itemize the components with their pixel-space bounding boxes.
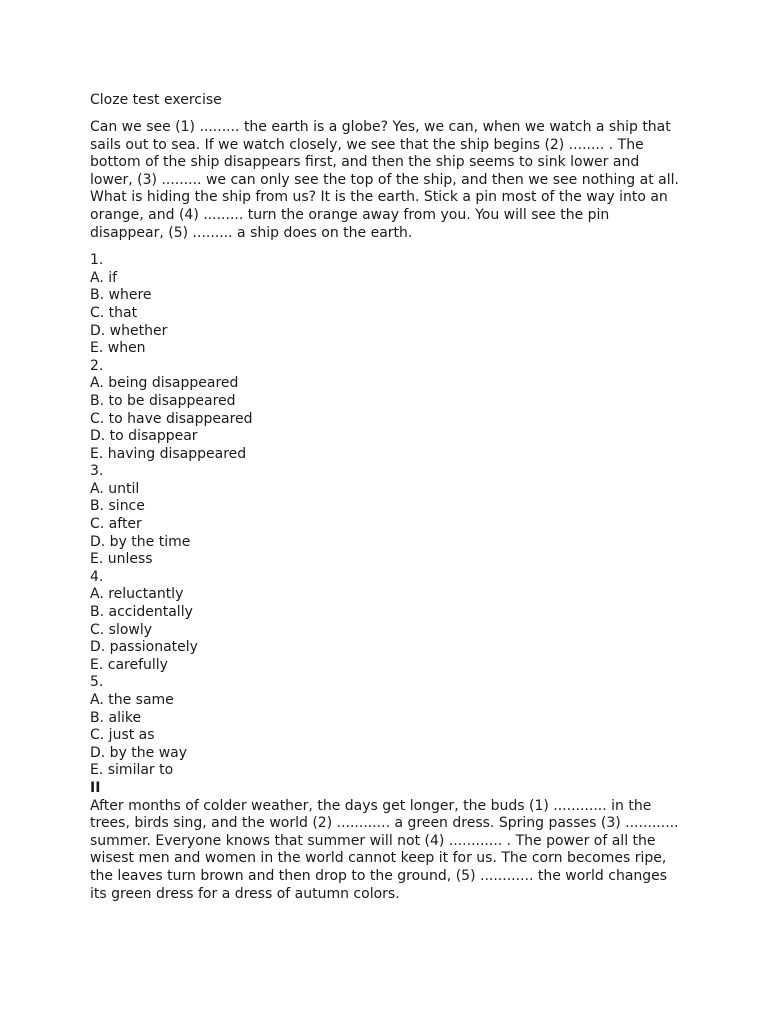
- question-5-number: 5.: [90, 674, 104, 691]
- question-5-option-d: D. by the way: [90, 744, 188, 761]
- question-5-option-a: A. the same: [90, 692, 174, 708]
- question-5-option-b: B. alike: [90, 709, 142, 726]
- question-3-option-e: E. unless: [90, 551, 153, 568]
- question-3-option-a: A. until: [90, 480, 140, 497]
- question-2-number: 2.: [90, 357, 104, 374]
- question-2-option-a: A. being disappeared: [90, 375, 239, 392]
- question-2-option-c: C. to have disappeared: [90, 410, 253, 427]
- question-4-option-e: E. carefully: [90, 656, 168, 673]
- question-2-option-d: D. to disappear: [90, 428, 198, 445]
- question-4-option-c: C. slowly: [90, 621, 153, 638]
- question-3-option-d: D. by the time: [90, 533, 191, 550]
- question-5-option-e: E. similar to: [90, 762, 174, 779]
- question-2-option-b: B. to be disappeared: [90, 392, 236, 409]
- question-1-option-c: C. that: [90, 304, 138, 321]
- question-5-option-c: C. just as: [90, 727, 155, 744]
- question-1-option-b: B. where: [90, 287, 152, 304]
- document-title: Cloze test exercise: [90, 92, 222, 108]
- document-page: [90, 91, 690, 903]
- question-1-option-a: A. if: [90, 269, 118, 286]
- question-1-option-e: E. when: [90, 340, 146, 357]
- question-3-number: 3.: [90, 463, 104, 480]
- question-2-option-e: E. having disappeared: [90, 445, 247, 462]
- question-4-option-d: D. passionately: [90, 639, 198, 656]
- question-4-number: 4.: [90, 568, 104, 585]
- question-3-option-c: C. after: [90, 516, 142, 533]
- passage-1: Can we see (1) ......... the earth is a globe? Yes, we can, when we watch a ship that sails out to sea. If we watch closely, we see that the ship begins (2) ........ . The bottom of the ship disappears first, and then the ship seems to sink lower and lower, (3) ......... we can only see the top of the ship, and then we see nothing at all. What is hiding the ship from us? It is the earth. Stick a pin most of the way into an orange, and (4) ......... turn the orange away from you. You will see the pin disappear, (5) ......... a ship does on the earth.: [90, 119, 679, 241]
- question-1-option-d: D. whether: [90, 322, 168, 339]
- question-4-option-a: A. reluctantly: [90, 586, 184, 603]
- section-2-heading: II: [90, 779, 101, 796]
- question-list: [90, 252, 690, 780]
- passage-2: After months of colder weather, the days get longer, the buds (1) ............ in the trees, birds sing, and the world (2) ............ a green dress. Spring passes (3) ............ summer. Everyone knows that summer will not (4) ............ . The power of all the wisest men and women in the world cannot keep it for us. The corn becomes ripe, the leaves turn brown and then drop to the ground, (5) ............ the world changes its green dress for a dress of autumn colors.: [90, 797, 679, 902]
- question-4-option-b: B. accidentally: [90, 604, 193, 621]
- question-3-option-b: B. since: [90, 498, 145, 515]
- question-1-number: 1.: [90, 252, 104, 269]
